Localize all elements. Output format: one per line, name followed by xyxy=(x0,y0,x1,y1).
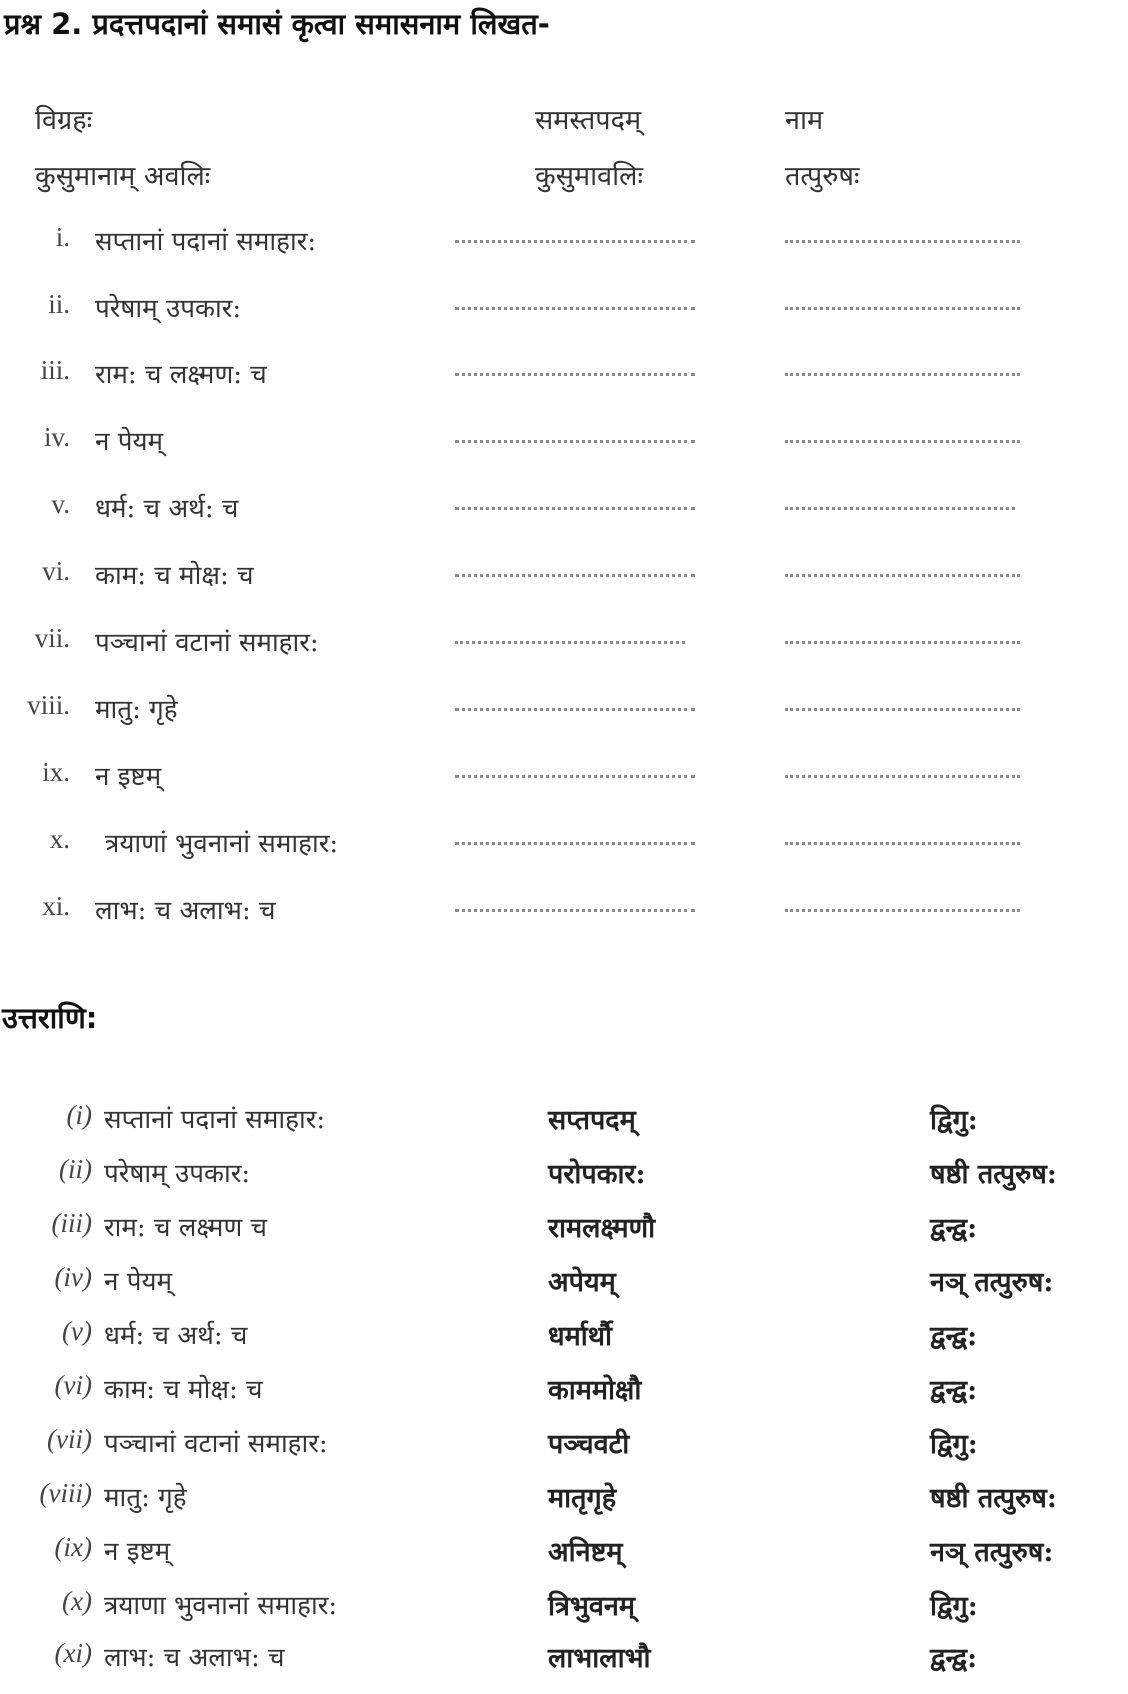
answer-vigraha: धर्म: च अर्थ: च xyxy=(104,1321,248,1351)
example-row xyxy=(0,156,1128,212)
example-samasta: कुसुमावलिः xyxy=(535,161,643,192)
answer-naam: द्वन्द्व: xyxy=(930,1321,978,1352)
answer-blank-naam[interactable] xyxy=(785,909,1020,912)
answer-blank-samasta[interactable] xyxy=(455,842,695,845)
question-title: प्रश्न 2. प्रदत्तपदानां समासं कृत्वा समासनाम लिखत- xyxy=(4,7,550,41)
answer-row xyxy=(0,1100,1128,1156)
header-vigraha: विग्रहः xyxy=(35,105,93,136)
answer-blank-naam[interactable] xyxy=(785,708,1020,711)
question-item-text: काम: च मोक्ष: च xyxy=(95,561,254,591)
question-item-text: न पेयम् xyxy=(95,427,164,457)
answer-number: (iv) xyxy=(54,1262,92,1292)
answer-row xyxy=(0,1208,1128,1264)
answer-row xyxy=(0,1370,1128,1426)
answer-samasta: मातृगृहे xyxy=(548,1483,617,1514)
question-item xyxy=(0,222,1128,278)
answer-blank-samasta[interactable] xyxy=(455,641,685,644)
question-item-number: vii. xyxy=(34,623,70,653)
answer-blank-samasta[interactable] xyxy=(455,440,695,443)
answer-naam: षष्ठी तत्पुरुष: xyxy=(930,1483,1057,1514)
answer-blank-samasta[interactable] xyxy=(455,240,695,243)
answer-number: (xi) xyxy=(54,1638,92,1668)
answer-vigraha: पञ्चानां वटानां समाहार: xyxy=(104,1429,328,1459)
answer-samasta: धर्मार्थौ xyxy=(548,1321,612,1352)
answer-samasta: लाभालाभौ xyxy=(548,1643,651,1674)
answer-number: (x) xyxy=(62,1586,92,1616)
answer-number: (viii) xyxy=(39,1478,92,1508)
header-naam: नाम xyxy=(785,105,824,136)
header-samastapadam: समस्तपदम् xyxy=(535,105,642,136)
question-item-text: पञ्चानां वटानां समाहार: xyxy=(95,628,319,658)
answer-number: (iii) xyxy=(51,1208,92,1238)
answer-vigraha: परेषाम् उपकार: xyxy=(104,1159,251,1189)
question-item xyxy=(0,690,1128,746)
question-item xyxy=(0,489,1128,545)
example-vigraha: कुसुमानाम् अवलिः xyxy=(35,161,211,192)
question-item-number: ix. xyxy=(42,757,70,787)
answer-row xyxy=(0,1532,1128,1588)
question-item-text: न इष्टम् xyxy=(95,762,162,792)
answer-vigraha: न इष्टम् xyxy=(104,1537,171,1567)
question-item-number: i. xyxy=(55,222,70,252)
answer-vigraha: सप्तानां पदानां समाहार: xyxy=(104,1105,326,1135)
answer-blank-samasta[interactable] xyxy=(455,708,695,711)
question-item xyxy=(0,422,1128,478)
answer-blank-naam[interactable] xyxy=(785,775,1020,778)
answer-samasta: सप्तपदम् xyxy=(548,1105,636,1136)
question-item-number: v. xyxy=(51,489,70,519)
question-item-number: viii. xyxy=(27,690,70,720)
column-header-row xyxy=(0,100,1128,156)
question-item-text: त्रयाणां भुवनानां समाहार: xyxy=(105,829,339,859)
answer-vigraha: त्रयाणा भुवनानां समाहार: xyxy=(104,1591,338,1621)
answer-row xyxy=(0,1424,1128,1480)
question-item xyxy=(0,556,1128,612)
question-item-number: iv. xyxy=(44,422,70,452)
answer-naam: द्वन्द्व: xyxy=(930,1213,978,1244)
answer-naam: द्वन्द्व: xyxy=(930,1643,978,1674)
answer-naam: द्विगु: xyxy=(930,1591,978,1622)
question-item-text: लाभ: च अलाभ: च xyxy=(95,896,276,926)
question-item-number: x. xyxy=(49,824,70,854)
answer-blank-samasta[interactable] xyxy=(455,373,695,376)
answer-vigraha: राम: च लक्ष्मण च xyxy=(104,1213,268,1243)
answer-row xyxy=(0,1154,1128,1210)
question-item-text: मातु: गृहे xyxy=(95,695,178,725)
answer-row xyxy=(0,1478,1128,1534)
answer-samasta: रामलक्ष्मणौ xyxy=(548,1213,656,1244)
question-item-text: परेषाम् उपकार: xyxy=(95,294,242,324)
question-item xyxy=(0,824,1128,880)
answer-blank-naam[interactable] xyxy=(785,842,1020,845)
answer-blank-samasta[interactable] xyxy=(455,507,695,510)
question-item-number: ii. xyxy=(48,289,70,319)
answer-vigraha: न पेयम् xyxy=(104,1267,173,1297)
answer-blank-naam[interactable] xyxy=(785,507,1015,510)
answer-samasta: परोपकार: xyxy=(548,1159,646,1190)
answers-title: उत्तराणि: xyxy=(2,1001,98,1035)
answer-naam: द्विगु: xyxy=(930,1429,978,1460)
answer-row xyxy=(0,1586,1128,1642)
answer-blank-naam[interactable] xyxy=(785,307,1020,310)
question-item xyxy=(0,355,1128,411)
answer-number: (i) xyxy=(66,1100,92,1130)
answer-blank-samasta[interactable] xyxy=(455,307,695,310)
answer-row xyxy=(0,1316,1128,1372)
answer-samasta: त्रिभुवनम् xyxy=(548,1591,636,1622)
question-item-number: xi. xyxy=(42,891,70,921)
answer-blank-naam[interactable] xyxy=(785,440,1020,443)
question-item-number: vi. xyxy=(42,556,70,586)
answer-naam: नञ् तत्पुरुष: xyxy=(930,1267,1054,1298)
answer-blank-samasta[interactable] xyxy=(455,574,695,577)
answer-number: (vii) xyxy=(47,1424,92,1454)
question-item-text: सप्तानां पदानां समाहार: xyxy=(95,227,317,257)
answer-number: (ix) xyxy=(54,1532,92,1562)
question-item-text: राम: च लक्ष्मण: च xyxy=(95,360,267,390)
answer-blank-naam[interactable] xyxy=(785,373,1020,376)
answer-blank-naam[interactable] xyxy=(785,641,1020,644)
question-item xyxy=(0,289,1128,345)
answer-row xyxy=(0,1638,1128,1694)
answer-number: (v) xyxy=(62,1316,92,1346)
answer-samasta: काममोक्षौ xyxy=(548,1375,642,1406)
answer-blank-naam[interactable] xyxy=(785,574,1020,577)
answer-number: (ii) xyxy=(59,1154,92,1184)
question-item xyxy=(0,757,1128,813)
answer-blank-samasta[interactable] xyxy=(455,909,695,912)
question-item xyxy=(0,891,1128,947)
example-naam: तत्पुरुषः xyxy=(785,161,860,192)
answer-samasta: पञ्चवटी xyxy=(548,1429,630,1460)
answer-naam: षष्ठी तत्पुरुष: xyxy=(930,1159,1057,1190)
answer-number: (vi) xyxy=(54,1370,92,1400)
answer-naam: द्विगु: xyxy=(930,1105,978,1136)
answer-samasta: अनिष्टम् xyxy=(548,1537,623,1568)
answer-blank-naam[interactable] xyxy=(785,240,1020,243)
answer-blank-samasta[interactable] xyxy=(455,775,695,778)
answer-naam: नञ् तत्पुरुष: xyxy=(930,1537,1054,1568)
question-item xyxy=(0,623,1128,679)
question-item-number: iii. xyxy=(40,355,70,385)
answer-vigraha: मातु: गृहे xyxy=(104,1483,187,1513)
question-item-text: धर्म: च अर्थ: च xyxy=(95,494,239,524)
answer-vigraha: काम: च मोक्ष: च xyxy=(104,1375,263,1405)
answer-naam: द्वन्द्व: xyxy=(930,1375,978,1406)
answer-vigraha: लाभ: च अलाभ: च xyxy=(104,1643,285,1673)
answer-row xyxy=(0,1262,1128,1318)
answer-samasta: अपेयम् xyxy=(548,1267,616,1298)
